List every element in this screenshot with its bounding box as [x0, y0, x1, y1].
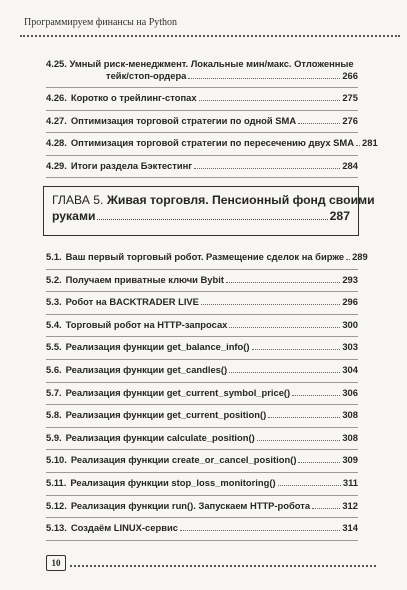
- leader-dots: [226, 282, 340, 283]
- page-footer: [46, 555, 376, 573]
- toc-entry-row: [46, 70, 358, 82]
- leader-dots: [346, 259, 350, 260]
- toc-entry-row: [46, 432, 358, 444]
- toc-entry-row: [46, 387, 358, 399]
- toc-entry[interactable]: [46, 360, 358, 383]
- toc-entry[interactable]: [46, 473, 358, 496]
- page-number: 10: [46, 555, 66, 571]
- leader-dots: [194, 168, 340, 169]
- toc-entry-number: 5.4.: [46, 318, 62, 330]
- toc-entry-row: [46, 115, 358, 127]
- toc-entry[interactable]: [46, 315, 358, 338]
- toc-entry-number: 5.2.: [46, 273, 62, 285]
- toc-entry-row: [46, 500, 358, 512]
- chapter-5-heading[interactable]: [43, 186, 375, 236]
- toc-entry-title: Реализация функции calculate_position(): [65, 431, 255, 443]
- toc-entry[interactable]: [46, 247, 368, 270]
- toc-entry[interactable]: [46, 428, 358, 451]
- toc-entry-page: 308: [342, 431, 358, 443]
- toc-entry-number: 5.13.: [46, 522, 67, 534]
- toc-entry-page: 304: [342, 363, 358, 375]
- toc-entry-title: Оптимизация торговой стратегии по пересечению двух SMA: [70, 137, 355, 148]
- leader-dots: [356, 145, 360, 146]
- toc-entry[interactable]: [46, 270, 358, 293]
- toc-entry-title: Реализация функции run(). Запускаем HTTP-робота: [70, 499, 311, 511]
- chapter-title-line1: [52, 192, 375, 208]
- toc-entry-title: Ваш первый торговый робот. Размещение сделок на бирже: [65, 251, 345, 262]
- toc-entry-title-line1: [46, 58, 358, 70]
- toc-entry-number: 4.28.: [46, 137, 67, 148]
- toc-entry-row: [46, 477, 358, 489]
- leader-dots: [257, 440, 341, 441]
- chapter-title-text-2: руками: [52, 209, 96, 223]
- toc-entry-number: 5.5.: [46, 341, 62, 353]
- toc-entry-title: Реализация функции get_current_position(): [65, 409, 267, 421]
- toc-entry[interactable]: [46, 54, 358, 88]
- toc-entry-page: 275: [342, 92, 358, 103]
- toc-entry-title: Реализация функции get_balance_info(): [65, 341, 250, 353]
- chapter-title-line2: [52, 208, 350, 224]
- toc-entry-number: 5.11.: [46, 476, 67, 488]
- leader-dots: [312, 508, 340, 509]
- toc-entry-number: 5.9.: [46, 431, 62, 443]
- toc-entry-title: Создаём LINUX-сервис: [70, 522, 178, 534]
- toc-entry[interactable]: [46, 518, 358, 541]
- toc-entry[interactable]: [46, 88, 358, 111]
- leader-dots: [199, 100, 341, 101]
- toc-entry-page: 276: [342, 114, 358, 126]
- toc-entry-title: Торговый робот на HTTP-запросах: [65, 318, 228, 330]
- toc-entry-title: Робот на BACKTRADER LIVE: [65, 296, 199, 308]
- toc-entry-page: 296: [342, 296, 358, 308]
- chapter-title-text: Живая торговля. Пенсионный фонд своими: [106, 193, 375, 207]
- toc-entry-number: 5.8.: [46, 409, 62, 421]
- toc-entry[interactable]: [46, 133, 378, 156]
- toc-entry[interactable]: [46, 111, 358, 134]
- toc-entry-page: 293: [342, 273, 358, 285]
- chapter-label: ГЛАВА 5.: [52, 193, 104, 207]
- toc-entry-row: [46, 364, 358, 376]
- leader-dots: [201, 304, 340, 305]
- toc-entry-page: 289: [352, 251, 368, 262]
- toc-entry-number: 4.27.: [46, 114, 67, 126]
- toc-entry-page: 309: [342, 454, 358, 466]
- toc-entry-number: 5.12.: [46, 499, 67, 511]
- toc-entry-number: 5.7.: [46, 386, 62, 398]
- chapter-page: 287: [329, 209, 350, 223]
- leader-dots: [252, 349, 341, 350]
- chapter-leader-dots: [97, 219, 327, 220]
- toc-entry[interactable]: [46, 337, 358, 360]
- leader-dots: [298, 462, 340, 463]
- header-title: Программируем финансы на Python: [24, 17, 178, 28]
- toc-entry-title: Итоги раздела Бэктестинг: [70, 159, 193, 171]
- leader-dots: [278, 485, 341, 486]
- toc-entry-row: [46, 160, 358, 172]
- toc-entry-page: 314: [342, 522, 358, 534]
- toc-entry-title: Получаем приватные ключи Bybit: [65, 273, 224, 285]
- toc-entry[interactable]: [46, 156, 358, 179]
- leader-dots: [188, 78, 340, 79]
- leader-dots: [229, 327, 340, 328]
- toc-entry-page: 281: [362, 137, 378, 148]
- toc-entry-page: 266: [342, 70, 358, 81]
- toc-entry-page: 303: [342, 341, 358, 353]
- toc-entry-title: Реализация функции get_candles(): [65, 363, 228, 375]
- toc-entry-title: Реализация функции get_current_symbol_price(): [65, 386, 291, 398]
- toc-entry-page: 311: [342, 476, 358, 488]
- leader-dots: [298, 123, 340, 124]
- leader-dots: [268, 417, 340, 418]
- toc-entry-row: [46, 341, 358, 353]
- toc-entry-number: 4.25.: [46, 58, 67, 69]
- toc-entry-page: 312: [342, 499, 358, 511]
- toc-entry[interactable]: [46, 383, 358, 406]
- toc-entry-row: [46, 522, 358, 534]
- toc-entry-page: 306: [342, 386, 358, 398]
- toc-entry-title: Реализация функции stop_loss_monitoring(): [70, 476, 276, 488]
- toc-entry-number: 5.6.: [46, 363, 62, 375]
- toc-entry-page: 308: [342, 409, 358, 421]
- toc-entry[interactable]: [46, 292, 358, 315]
- toc-section-5: [46, 247, 368, 541]
- toc-entry[interactable]: [46, 450, 358, 473]
- toc-entry-page: 284: [342, 159, 358, 171]
- toc-entry-number: 4.26.: [46, 92, 67, 103]
- toc-section-4: [46, 54, 378, 178]
- toc-entry-row: [46, 454, 358, 466]
- toc-entry-title: Оптимизация торговой стратегии по одной SMA: [70, 114, 297, 126]
- toc-entry-row: [46, 409, 358, 421]
- toc-entry[interactable]: [46, 496, 358, 519]
- toc-entry-row: [46, 92, 358, 104]
- toc-entry-row: [46, 296, 358, 308]
- toc-entry-number: 5.1.: [46, 251, 62, 262]
- toc-entry-page: 300: [342, 318, 358, 330]
- toc-entry-row: [46, 274, 358, 286]
- toc-entry-title: Коротко о трейлинг-стопах: [70, 92, 197, 103]
- toc-entry-number: 5.3.: [46, 296, 62, 308]
- toc-entry[interactable]: [46, 405, 358, 428]
- toc-entry-number: 4.29.: [46, 159, 67, 171]
- leader-dots: [180, 530, 340, 531]
- footer-dotted-rule: [70, 565, 376, 567]
- toc-entry-number: 5.10.: [46, 454, 67, 466]
- toc-entry-row: [46, 137, 378, 149]
- running-header: [20, 14, 400, 40]
- leader-dots: [229, 372, 340, 373]
- header-dotted-rule: [20, 35, 400, 37]
- leader-dots: [292, 395, 340, 396]
- toc-entry-title: Умный риск-менеджмент. Локальные мин/макс. Отложенные: [69, 58, 354, 69]
- toc-entry-row: [46, 319, 358, 331]
- toc-entry-title: тейк/стоп-ордера: [106, 70, 187, 81]
- toc-entry-row: [46, 251, 368, 263]
- toc-entry-title: Реализация функции create_or_cancel_position(): [70, 454, 297, 466]
